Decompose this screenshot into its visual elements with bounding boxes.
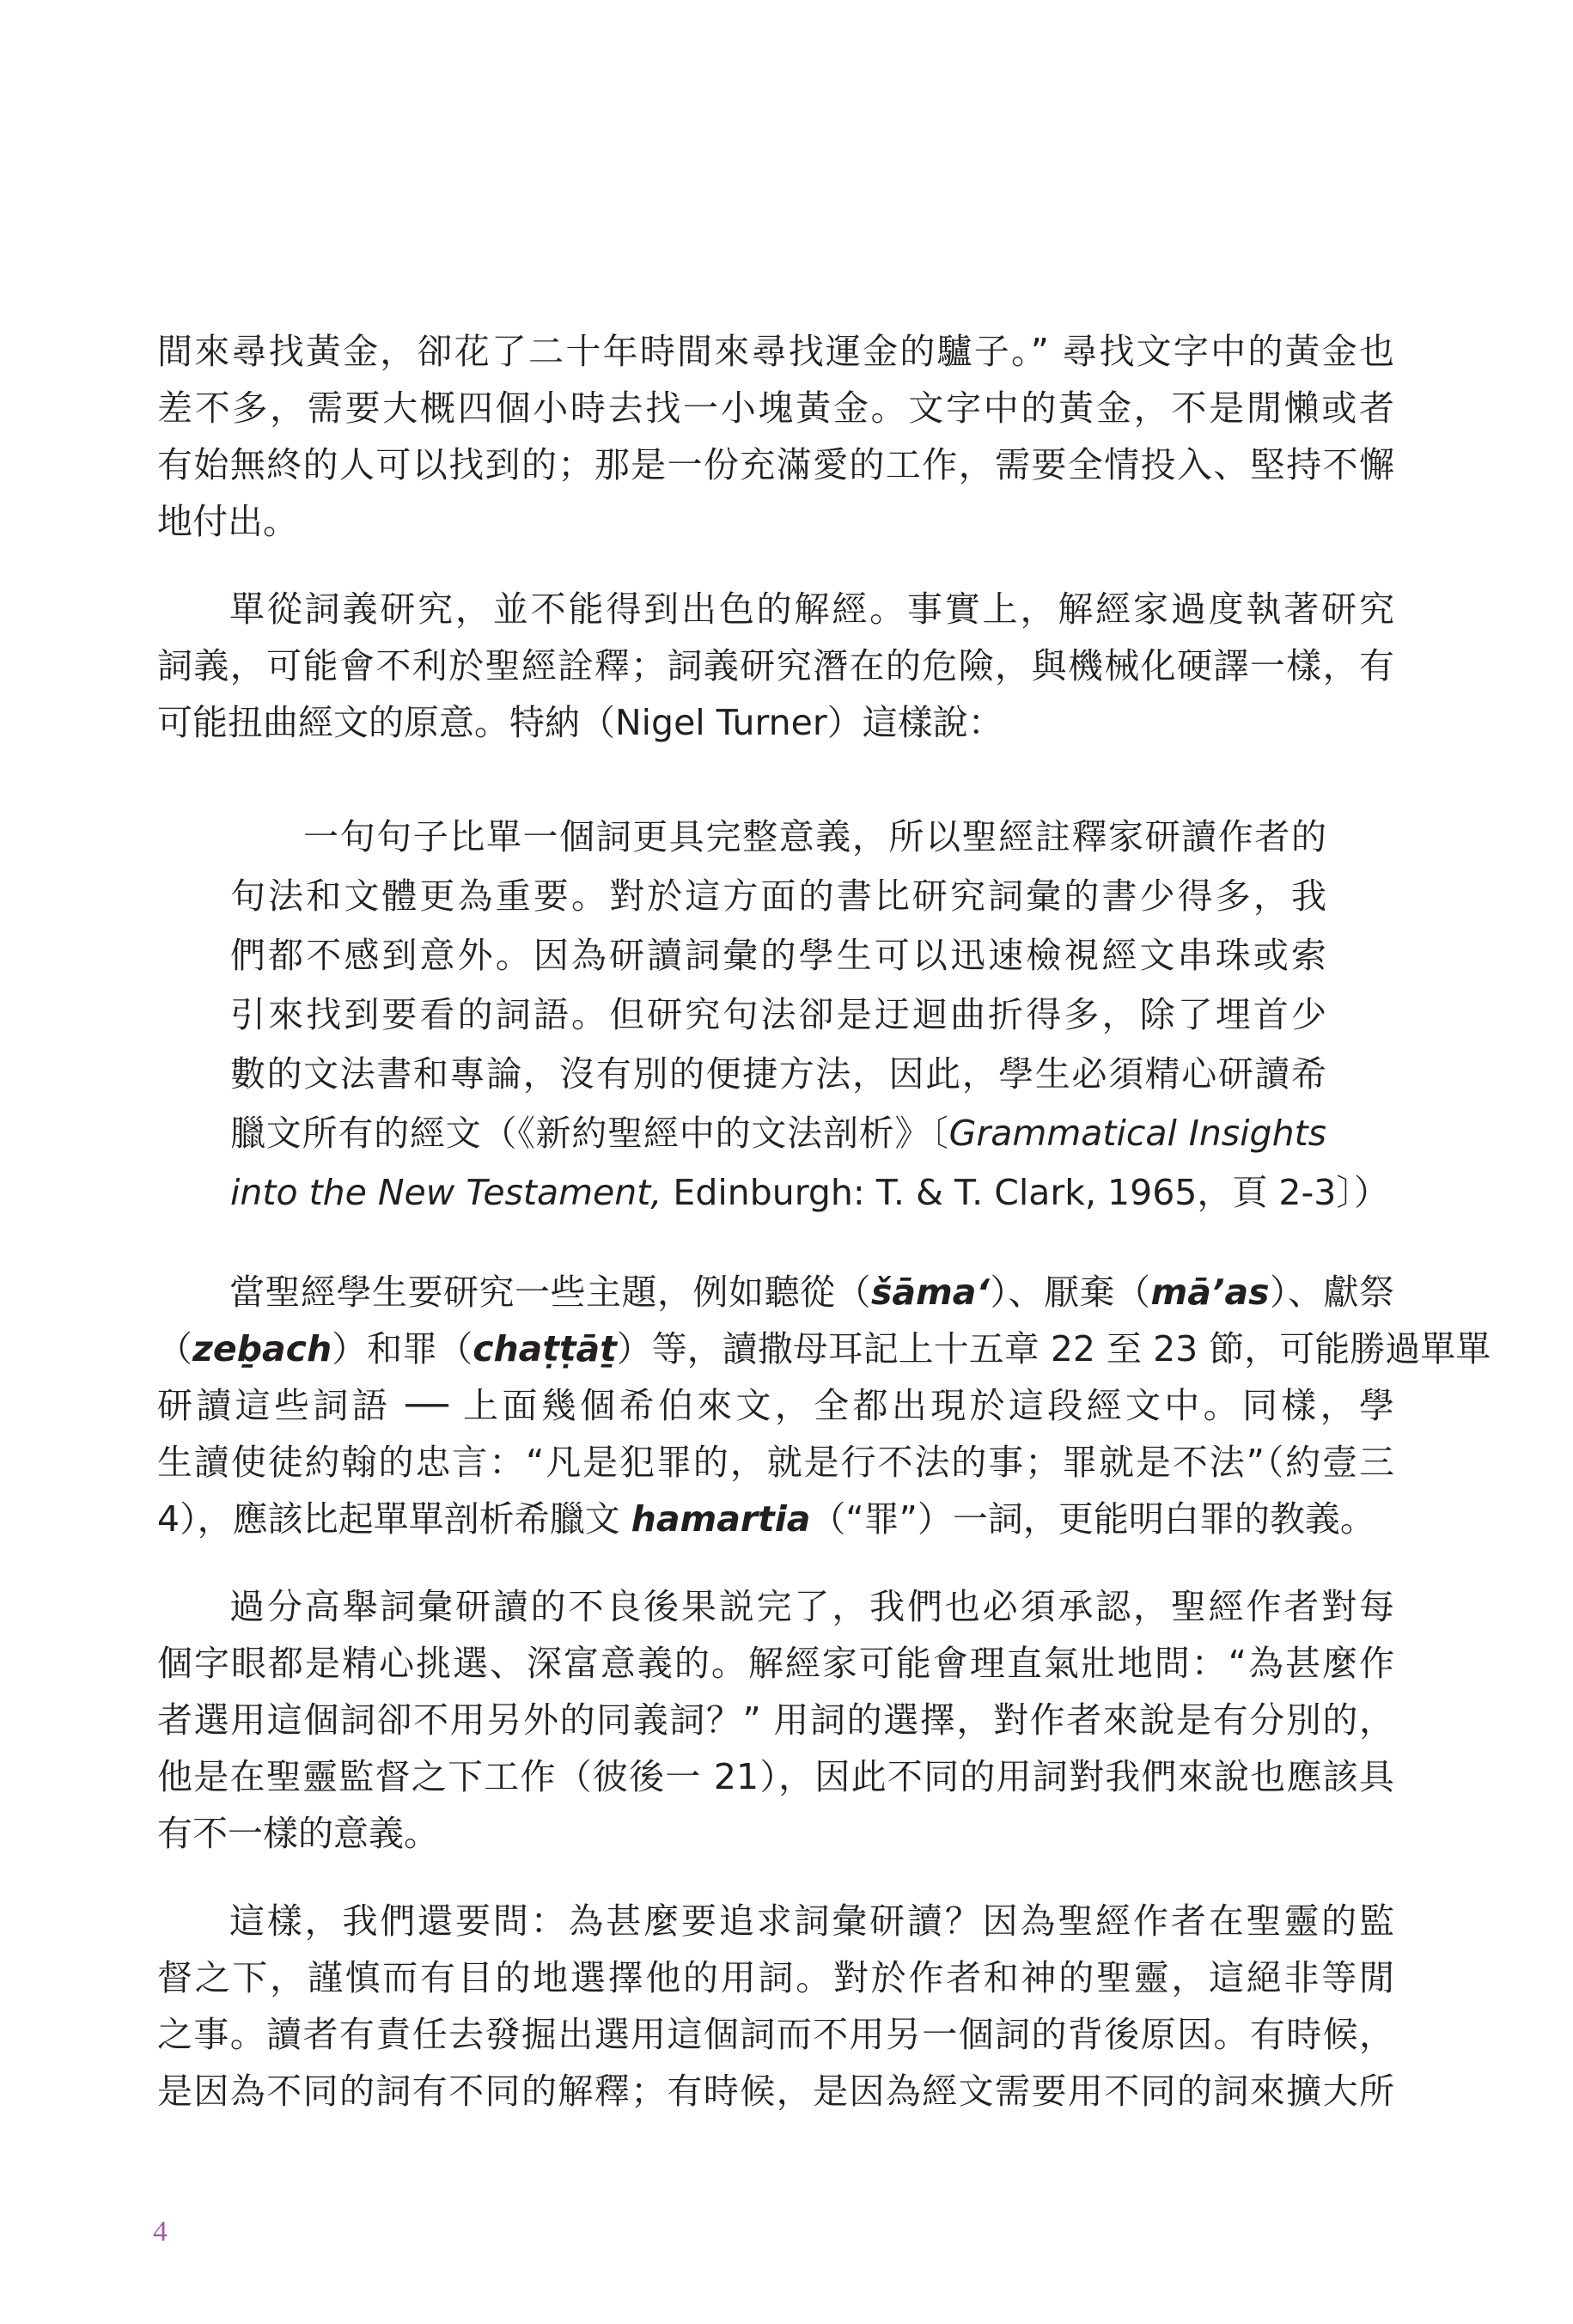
paragraph-3-line-2 <box>157 1325 1491 1373</box>
page-number: 4 <box>153 2216 168 2248</box>
paragraph-3-line-3: 研讀這些詞語 ── 上面幾個希伯來文，全都出現於這段經文中。同樣，學 <box>157 1385 1394 1426</box>
paragraph-3-text: （“罪”）一詞，更能明白罪的教義。 <box>810 1498 1375 1540</box>
paragraph-3-text: 4），應該比起單單剖析希臘文 <box>157 1498 631 1540</box>
paragraph-4-line-5: 有不一樣的意義。 <box>157 1813 439 1854</box>
hebrew-term-zebach: zeḇach <box>192 1328 332 1369</box>
paragraph-2-line-2: 詞義，可能會不利於聖經詮釋；詞義研究潛在的危險，與機械化硬譯一樣，有 <box>157 645 1394 686</box>
paragraph-5-line-2: 督之下，謹慎而有目的地選擇他的用詞。對於作者和神的聖靈，這絕非等閒 <box>157 1957 1394 1998</box>
paragraph-3-text: ）、獻祭 <box>1269 1272 1395 1313</box>
greek-term-hamartia: hamartia <box>631 1498 811 1540</box>
paragraph-2-line-3: 可能扭曲經文的原意。特納（Nigel Turner）這樣說： <box>157 702 1003 743</box>
blockquote-line-5: 數的文法書和專論，沒有別的便捷方法，因此，學生必須精心研讀希 <box>230 1053 1326 1095</box>
hebrew-term-maas: mā’as <box>1150 1272 1270 1313</box>
paragraph-1-line-2: 差不多，需要大概四個小時去找一小塊黃金。文字中的黃金，不是閒懶或者 <box>157 387 1394 429</box>
paragraph-3-line-4: 生讀使徒約翰的忠言：“凡是犯罪的，就是行不法的事；罪就是不法”（約壹三 <box>157 1442 1394 1483</box>
blockquote-line-1: 一句句子比單一個詞更具完整意義，所以聖經註釋家研讀作者的 <box>303 816 1326 857</box>
paragraph-4-line-4: 他是在聖靈監督之下工作（彼後一 21），因此不同的用詞對我們來說也應該具 <box>157 1756 1394 1797</box>
paragraph-5-line-3: 之事。讀者有責任去發掘出選用這個詞而不用另一個詞的背後原因。有時候， <box>157 2014 1394 2055</box>
blockquote-line-7 <box>230 1168 1389 1217</box>
paragraph-4-line-3: 者選用這個詞卻不用另外的同義詞？” 用詞的選擇，對作者來說是有分別的， <box>157 1699 1394 1741</box>
paragraph-1-line-1: 間來尋找黃金，卻花了二十年時間來尋找運金的驢子。” 尋找文字中的黃金也 <box>157 331 1394 372</box>
paragraph-1-line-3: 有始無終的人可以找到的；那是一份充滿愛的工作，需要全情投入、堅持不懈 <box>157 444 1394 485</box>
paragraph-4-line-2: 個字眼都是精心挑選、深富意義的。解經家可能會理直氣壯地問：“為甚麼作 <box>157 1643 1394 1684</box>
paragraph-3-text: ）等，讀撒母耳記上十五章 22 至 23 節，可能勝過單單 <box>616 1328 1491 1369</box>
book-title-part-1: Grammatical Insights <box>948 1113 1327 1154</box>
paragraph-3-text: 當聖經學生要研究一些主題，例如聽從（ <box>229 1272 871 1313</box>
blockquote-line-3: 們都不感到意外。因為研讀詞彙的學生可以迅速檢視經文串珠或索 <box>230 935 1326 976</box>
blockquote-line-2: 句法和文體更為重要。對於這方面的書比研究詞彙的書少得多，我 <box>230 875 1326 917</box>
blockquote-citation: Edinburgh: T. & T. Clark, 1965，頁 2-3〕） <box>662 1172 1389 1213</box>
paragraph-5-line-1: 這樣，我們還要問：為甚麼要追求詞彙研讀？因為聖經作者在聖靈的監 <box>229 1900 1394 1942</box>
hebrew-term-shama: šāma‘ <box>870 1272 990 1313</box>
paragraph-3-line-5 <box>157 1495 1394 1543</box>
paragraph-1-line-4: 地付出。 <box>157 501 298 542</box>
paragraph-3-text: （ <box>157 1328 192 1369</box>
paragraph-2-line-1: 單從詞義研究，並不能得到出色的解經。事實上，解經家過度執著研究 <box>229 589 1394 630</box>
blockquote-line-6-text: 臘文所有的經文（《新約聖經中的文法剖析》〔 <box>230 1113 949 1154</box>
book-title-part-2: into the New Testament, <box>230 1172 662 1213</box>
paragraph-5-line-4: 是因為不同的詞有不同的解釋；有時候，是因為經文需要用不同的詞來擴大所 <box>157 2071 1394 2112</box>
paragraph-4-line-1: 過分高舉詞彙研讀的不良後果説完了，我們也必須承認，聖經作者對每 <box>229 1586 1394 1627</box>
blockquote-line-6 <box>230 1109 1326 1157</box>
paragraph-3-text: ）和罪（ <box>332 1328 473 1369</box>
paragraph-3-text: ）、厭棄（ <box>990 1272 1151 1313</box>
hebrew-term-chattat: chaṭṭāṯ <box>473 1328 617 1369</box>
paragraph-3-line-1 <box>157 1268 1394 1316</box>
blockquote-line-4: 引來找到要看的詞語。但研究句法卻是迂迴曲折得多，除了埋首少 <box>230 994 1326 1035</box>
